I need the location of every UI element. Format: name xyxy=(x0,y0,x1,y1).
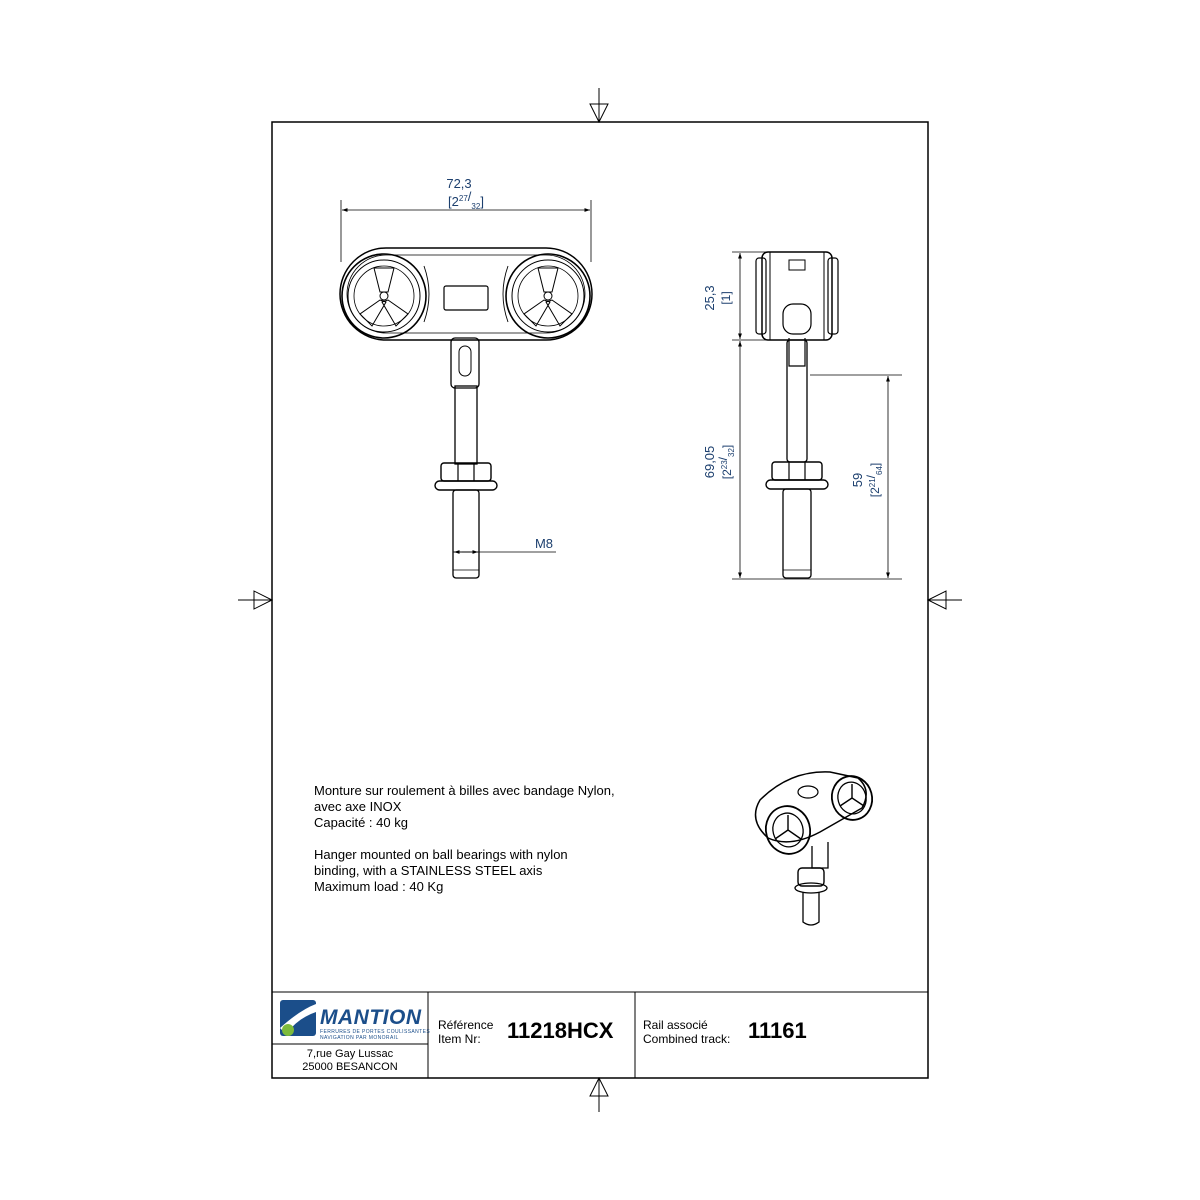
rail-label-fr: Rail associé xyxy=(643,1018,708,1032)
dim-total-in: $[2^{23}/_{32}]$ xyxy=(716,444,736,480)
sheet-border xyxy=(272,122,928,1078)
side-stem xyxy=(787,340,807,462)
side-nut xyxy=(772,462,822,480)
centering-mark-left xyxy=(238,591,272,609)
side-body xyxy=(762,252,832,340)
logo-tagline: FERRURES DE PORTES COULISSANTES NAVIGATION PAR MONORAIL xyxy=(320,1029,431,1041)
desc-en-line3: Maximum load : 40 Kg xyxy=(314,879,444,894)
ref-label-en: Item Nr: xyxy=(438,1032,481,1046)
side-thread xyxy=(783,489,811,578)
side-view xyxy=(756,252,838,578)
centering-mark-top xyxy=(590,88,608,122)
desc-fr-line1: Monture sur roulement à billes avec bandage Nylon, xyxy=(314,783,615,798)
company-address xyxy=(272,1048,428,1074)
ref-label xyxy=(438,1018,493,1046)
rail-label-en: Combined track: xyxy=(643,1032,731,1046)
front-right-wheel xyxy=(506,254,590,338)
address-city: 25000 BESANCON xyxy=(302,1061,398,1073)
dim-stem-in: $[2^{21}/_{64}]$ xyxy=(864,462,884,498)
desc-fr-line2: avec axe INOX xyxy=(314,799,402,814)
isometric-view xyxy=(756,772,878,925)
centering-mark-bottom xyxy=(590,1078,608,1112)
centering-mark-right xyxy=(928,591,962,609)
product-description xyxy=(314,783,714,895)
front-washer xyxy=(435,481,497,490)
front-thread xyxy=(453,490,479,578)
dim-side-lines xyxy=(732,252,902,579)
mantion-logo-mark xyxy=(280,1000,316,1036)
front-view xyxy=(340,248,592,578)
dim-thread: M8 xyxy=(534,536,554,551)
rail-value: 11161 xyxy=(748,1018,807,1043)
dim-top-mm: 25,3 xyxy=(702,285,717,311)
logo-name: MANTION xyxy=(320,1006,422,1029)
desc-en-line2: binding, with a STAINLESS STEEL axis xyxy=(314,863,543,878)
dim-width-mm: 72,3 xyxy=(446,176,472,191)
dim-width-in: $[2^{27}/_{32}]$ xyxy=(448,189,484,211)
front-label-plate xyxy=(444,286,488,310)
front-body xyxy=(340,248,592,340)
front-left-wheel xyxy=(342,254,426,338)
desc-fr-line3: Capacité : 40 kg xyxy=(314,815,408,830)
dim-stem-mm: 59 xyxy=(850,472,865,488)
front-nut xyxy=(441,463,491,481)
desc-en-line1: Hanger mounted on ball bearings with nylon xyxy=(314,847,568,862)
dim-total-mm: 69,05 xyxy=(702,445,717,479)
dim-width xyxy=(341,200,591,262)
dim-top-in: [1] xyxy=(719,291,733,305)
ref-label-fr: Référence xyxy=(438,1018,494,1032)
address-street: 7,rue Gay Lussac xyxy=(306,1048,394,1060)
ref-value: 11218HCX xyxy=(507,1018,614,1043)
side-bearing xyxy=(783,304,811,334)
rail-label xyxy=(643,1018,730,1046)
side-washer xyxy=(766,480,828,489)
front-stem xyxy=(455,386,477,464)
